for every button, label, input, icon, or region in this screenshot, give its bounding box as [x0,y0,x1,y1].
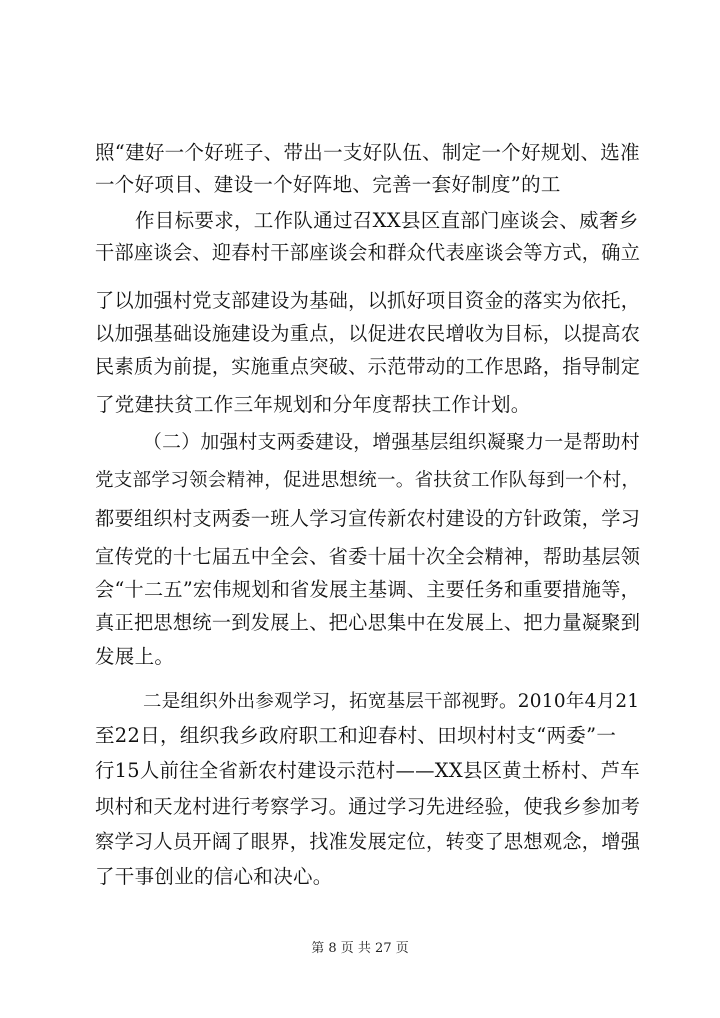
text-line: 真正把思想统一到发展上、把心思集中在发展上、把力量凝聚到 [95,611,641,634]
text-line: 了干事创业的信心和决心。 [95,865,333,888]
text-line: 干部座谈会、迎春村干部座谈会和群众代表座谈会等方式，确立 [95,241,641,264]
text-line: 二是组织外出参观学习，拓宽基层干部视野。2010年4月21 [143,691,640,712]
text-line: 一个好项目、建设一个好阵地、完善一套好制度”的工 [95,173,561,196]
page-number-footer: 第 8 页 共 27 页 [311,941,409,956]
text-line: 以加强基础设施建设为重点，以促进农民增收为目标，以提高农 [95,322,641,345]
text-line: 党支部学习领会精神，促进思想统一。省扶贫工作队每到一个村， [95,470,641,491]
text-line: 行15人前往全省新农村建设示范村——XX县区黄土桥村、芦车 [95,759,640,782]
text-line: 了党建扶贫工作三年规划和分年度帮扶工作计划。 [95,393,531,416]
text-line: 作目标要求，工作队通过召XX县区直部门座谈会、威奢乡 [135,209,639,232]
text-line: 宣传党的十七届五中全会、省委十届十次全会精神，帮助基层领 [95,545,641,568]
text-line: 坝村和天龙村进行考察学习。通过学习先进经验，使我乡参加考 [95,795,641,818]
text-line: 了以加强村党支部建设为基础，以抓好项目资金的落实为依托， [95,289,641,312]
text-line: 察学习人员开阔了眼界，找准发展定位，转变了思想观念，增强 [95,830,641,853]
text-line: 发展上。 [95,645,175,668]
text-line: 民素质为前提，实施重点突破、示范带动的工作思路，指导制定 [95,355,641,378]
text-line: 都要组织村支两委一班人学习宣传新农村建设的方针政策，学习 [95,507,641,530]
text-line: 至22日，组织我乡政府职工和迎春村、田坝村村支“两委”一 [95,724,617,747]
text-line: （二）加强村支两委建设，增强基层组织凝聚力一是帮助村 [143,432,640,453]
text-line: 照“建好一个好班子、带出一支好队伍、制定一个好规划、选准 [95,141,640,164]
text-line: 会“十二五”宏伟规划和省发展主基调、主要任务和重要措施等， [95,578,641,601]
